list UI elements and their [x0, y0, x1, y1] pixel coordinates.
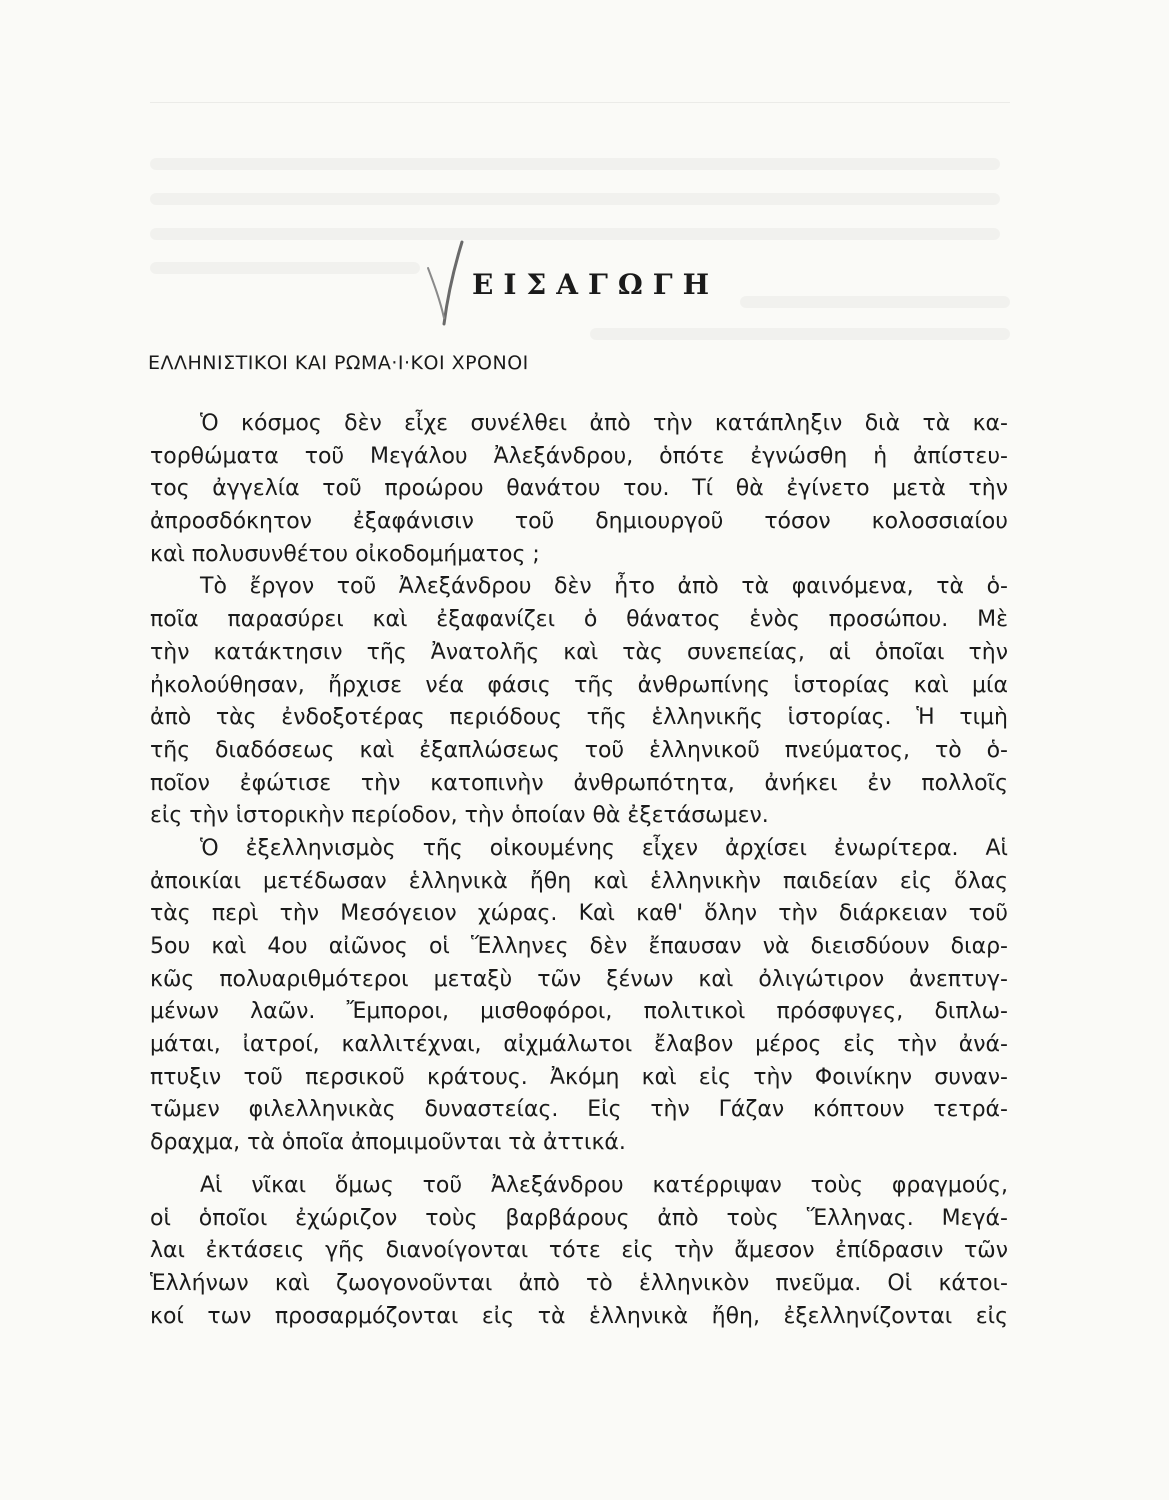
page-title: ΕΙΣΑΓΩΓΗ	[472, 268, 720, 301]
text-line: μάται, ἰατροί, καλλιτέχναι, αἰχμάλωτοι ἔλαβον μέρος εἰς τὴν ἀνά-	[150, 1032, 1008, 1058]
text-line: Ἑλλήνων καὶ ζωογονοῦνται ἀπὸ τὸ ἑλληνικὸν πνεῦμα. Οἱ κάτοι-	[150, 1270, 1008, 1296]
text-line: τὴν κατάκτησιν τῆς Ἀνατολῆς καὶ τὰς συνεπείας, αἱ ὁποῖαι τὴν	[150, 639, 1008, 665]
bleed-through-line	[740, 296, 1010, 308]
paragraph-gap	[150, 1160, 1008, 1170]
text-line: ποῖα παρασύρει καὶ ἐξαφανίζει ὁ θάνατος ἑνὸς προσώπου. Μὲ	[150, 607, 1008, 633]
body-text	[150, 408, 1008, 1333]
text-line: ἀποικίαι μετέδωσαν ἑλληνικὰ ἤθη καὶ ἑλληνικὴν παιδείαν εἰς ὅλας	[150, 868, 1008, 894]
text-line: καὶ πολυσυνθέτου οἰκοδομήματος ;	[150, 541, 540, 567]
bleed-through-line	[590, 328, 1010, 340]
text-line: ποῖον ἐφώτισε τὴν κατοπινὴν ἀνθρωπότητα, ἀνήκει ἐν πολλοῖς	[150, 770, 1008, 796]
bleed-through-line	[150, 158, 1000, 170]
text-line: τορθώματα τοῦ Μεγάλου Ἀλεξάνδρου, ὁπότε ἐγνώσθη ἡ ἀπίστευ-	[150, 443, 1008, 469]
text-line: Αἱ νῖκαι ὅμως τοῦ Ἀλεξάνδρου κατέρριψαν τοὺς φραγμούς,	[200, 1172, 1008, 1198]
text-line: ἀπὸ τὰς ἐνδοξοτέρας περιόδους τῆς ἑλληνικῆς ἱστορίας. Ἡ τιμὴ	[150, 705, 1008, 731]
text-line: λαι ἐκτάσεις γῆς διανοίγονται τότε εἰς τὴν ἄμεσον ἐπίδρασιν τῶν	[150, 1238, 1008, 1264]
text-line: δραχμα, τὰ ὁποῖα ἀπομιμοῦνται τὰ ἀττικά.	[150, 1130, 626, 1156]
text-line: οἱ ὁποῖοι ἐχώριζον τοὺς βαρβάρους ἀπὸ τοὺς Ἕλληνας. Μεγά-	[150, 1205, 1008, 1231]
text-line: Ὁ ἐξελληνισμὸς τῆς οἰκουμένης εἶχεν ἀρχίσει ἐνωρίτερα. Αἱ	[200, 835, 1008, 861]
text-line: τος ἀγγελία τοῦ προώρου θανάτου του. Τί θὰ ἐγίνετο μετὰ τὴν	[150, 476, 1008, 502]
pencil-mark-icon	[418, 238, 478, 328]
text-line: εἰς τὴν ἱστορικὴν περίοδον, τὴν ὁποίαν θὰ ἐξετάσωμεν.	[150, 803, 769, 829]
bleed-through-line	[150, 228, 1000, 240]
text-line: τῶμεν φιλελληνικὰς δυναστείας. Εἰς τὴν Γάζαν κόπτουν τετρά-	[150, 1097, 1008, 1123]
text-line: Ὁ κόσμος δὲν εἶχε συνέλθει ἀπὸ τὴν κατάπληξιν διὰ τὰ κα-	[200, 411, 1008, 436]
text-line: κῶς πολυαριθμότεροι μεταξὺ τῶν ξένων καὶ ὀλιγώτιρον ἀνεπτυγ-	[150, 966, 1008, 992]
text-line: μένων λαῶν. Ἔμποροι, μισθοφόροι, πολιτικοὶ πρόσφυγες, διπλω-	[150, 999, 1008, 1025]
text-line: ἀπροσδόκητον ἐξαφάνισιν τοῦ δημιουργοῦ τόσον κολοσσιαίου	[150, 509, 1008, 535]
text-line: τῆς διαδόσεως καὶ ἐξαπλώσεως τοῦ ἑλληνικοῦ πνεύματος, τὸ ὁ-	[150, 737, 1008, 763]
text-line: 5ου καὶ 4ου αἰῶνος οἱ Ἕλληνες δὲν ἔπαυσαν νὰ διεισδύουν διαρ-	[150, 934, 1008, 959]
text-line: τὰς περὶ τὴν Μεσόγειον χώρας. Καὶ καθ' ὅλην τὴν διάρκειαν τοῦ	[150, 901, 1008, 927]
text-line: πτυξιν τοῦ περσικοῦ κράτους. Ἀκόμη καὶ εἰς τὴν Φοινίκην συναν-	[150, 1064, 1008, 1090]
bleed-through-line	[150, 262, 420, 274]
section-subtitle: ΕΛΛΗΝΙΣΤΙΚΟΙ ΚΑΙ ΡΩΜΑ·Ι·ΚΟΙ ΧΡΟΝΟΙ	[148, 352, 529, 374]
text-line: ἠκολούθησαν, ἤρχισε νέα φάσις τῆς ἀνθρωπίνης ἱστορίας καὶ μία	[150, 672, 1008, 698]
text-line: κοί των προσαρμόζονται εἰς τὰ ἑλληνικὰ ἤθη, ἐξελληνίζονται εἰς	[150, 1303, 1008, 1329]
bleed-through-header	[150, 72, 1010, 103]
text-line: Τὸ ἔργον τοῦ Ἀλεξάνδρου δὲν ἦτο ἀπὸ τὰ φαινόμενα, τὰ ὁ-	[200, 574, 1008, 600]
bleed-through-line	[150, 193, 1000, 205]
